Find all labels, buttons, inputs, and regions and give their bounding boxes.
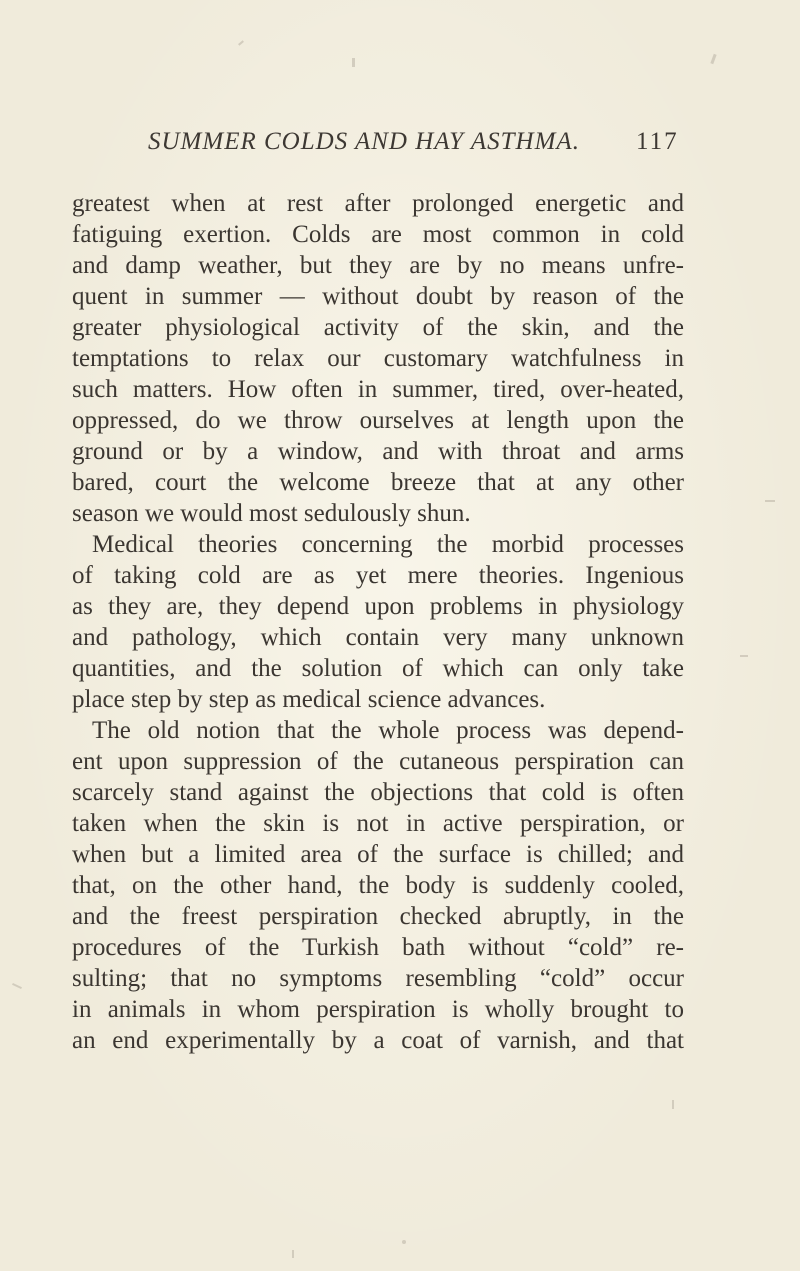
text-line: of taking cold are as yet mere theories. Ingenious	[72, 562, 684, 589]
paper-speck	[292, 1250, 294, 1258]
paper-speck	[238, 40, 244, 45]
text-line: when but a limited area of the surface is chilled; and	[72, 841, 684, 868]
paper-speck	[12, 983, 22, 989]
paper-speck	[710, 54, 716, 64]
text-line: quent in summer — without doubt by reason of the	[72, 283, 684, 310]
text-line: and pathology, which contain very many unknown	[72, 624, 684, 651]
text-line: as they are, they depend upon problems in physiology	[72, 593, 684, 620]
running-head	[0, 128, 800, 168]
text-line: ent upon suppression of the cutaneous perspiration can	[72, 748, 684, 775]
text-line: temptations to relax our customary watchfulness in	[72, 345, 684, 372]
paragraph-end-line: place step by step as medical science advances.	[72, 686, 546, 713]
text-line: an end experimentally by a coat of varnish, and that	[72, 1027, 684, 1054]
body-text	[72, 188, 684, 1056]
text-line: sulting; that no symptoms resembling “cold” occur	[72, 965, 684, 992]
page-number: 117	[636, 128, 679, 155]
text-line: ground or by a window, and with throat and arms	[72, 438, 684, 465]
paper-speck	[672, 1100, 674, 1109]
text-line: procedures of the Turkish bath without “cold” re-	[72, 934, 684, 961]
text-line: that, on the other hand, the body is suddenly cooled,	[72, 872, 684, 899]
text-line: and the freest perspiration checked abruptly, in the	[72, 903, 684, 930]
paper-speck	[352, 58, 355, 67]
paper-speck	[765, 500, 775, 502]
running-head-title: SUMMER COLDS AND HAY ASTHMA.	[148, 128, 580, 155]
text-line: fatiguing exertion. Colds are most common in cold	[72, 221, 684, 248]
text-line: scarcely stand against the objections that cold is often	[72, 779, 684, 806]
text-line: oppressed, do we throw ourselves at length upon the	[72, 407, 684, 434]
text-line: bared, court the welcome breeze that at any other	[72, 469, 684, 496]
paper-speck	[740, 655, 748, 657]
text-line: in animals in whom perspiration is wholly brought to	[72, 996, 684, 1023]
text-line: and damp weather, but they are by no means unfre-	[72, 252, 684, 279]
text-line: greater physiological activity of the skin, and the	[72, 314, 684, 341]
text-line: taken when the skin is not in active perspiration, or	[72, 810, 684, 837]
paragraph-first-line: Medical theories concerning the morbid processes	[92, 531, 684, 558]
text-line: greatest when at rest after prolonged energetic and	[72, 190, 684, 217]
text-line: such matters. How often in summer, tired, over-heated,	[72, 376, 684, 403]
paragraph-first-line: The old notion that the whole process was depend-	[92, 717, 684, 744]
paper-speck	[402, 1240, 406, 1244]
text-line: quantities, and the solution of which can only take	[72, 655, 684, 682]
paragraph-end-line: season we would most sedulously shun.	[72, 500, 471, 527]
